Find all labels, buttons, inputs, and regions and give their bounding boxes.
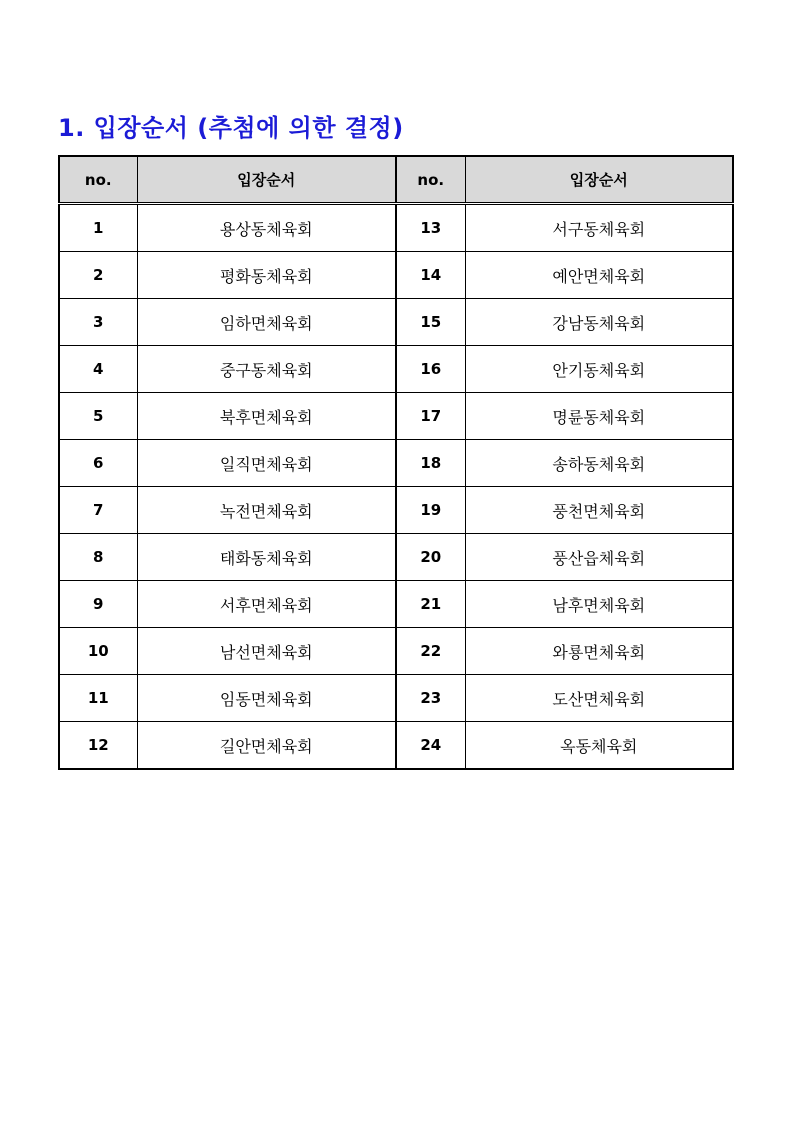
cell-no-left: 1 (59, 204, 137, 252)
cell-no-left: 6 (59, 440, 137, 487)
cell-name-left: 태화동체육회 (137, 534, 396, 581)
table-body (59, 204, 733, 770)
cell-name-right: 풍천면체육회 (465, 487, 733, 534)
cell-no-right: 14 (396, 252, 465, 299)
cell-no-right: 13 (396, 204, 465, 252)
entrance-order-table (58, 155, 734, 770)
table-row (59, 252, 733, 299)
cell-name-right: 예안면체육회 (465, 252, 733, 299)
table-row (59, 628, 733, 675)
cell-name-left: 중구동체육회 (137, 346, 396, 393)
cell-no-right: 20 (396, 534, 465, 581)
cell-no-left: 9 (59, 581, 137, 628)
cell-no-right: 16 (396, 346, 465, 393)
cell-no-left: 10 (59, 628, 137, 675)
cell-no-left: 12 (59, 722, 137, 770)
cell-no-right: 22 (396, 628, 465, 675)
cell-name-left: 일직면체육회 (137, 440, 396, 487)
cell-name-right: 송하동체육회 (465, 440, 733, 487)
cell-name-left: 임동면체육회 (137, 675, 396, 722)
cell-no-right: 19 (396, 487, 465, 534)
header-order-left: 입장순서 (137, 156, 396, 204)
cell-name-left: 임하면체육회 (137, 299, 396, 346)
cell-no-right: 15 (396, 299, 465, 346)
table-row (59, 204, 733, 252)
cell-name-left: 평화동체육회 (137, 252, 396, 299)
table-header (59, 156, 733, 204)
table-row (59, 393, 733, 440)
cell-name-left: 길안면체육회 (137, 722, 396, 770)
cell-name-left: 용상동체육회 (137, 204, 396, 252)
table-row (59, 440, 733, 487)
cell-no-left: 4 (59, 346, 137, 393)
cell-name-right: 와룡면체육회 (465, 628, 733, 675)
cell-name-right: 남후면체육회 (465, 581, 733, 628)
table-row (59, 346, 733, 393)
cell-name-left: 남선면체육회 (137, 628, 396, 675)
cell-no-left: 11 (59, 675, 137, 722)
table-row (59, 534, 733, 581)
cell-name-left: 북후면체육회 (137, 393, 396, 440)
table-row (59, 722, 733, 770)
cell-no-right: 21 (396, 581, 465, 628)
header-order-right: 입장순서 (465, 156, 733, 204)
cell-name-left: 녹전면체육회 (137, 487, 396, 534)
cell-no-right: 24 (396, 722, 465, 770)
cell-name-right: 도산면체육회 (465, 675, 733, 722)
cell-name-right: 강남동체육회 (465, 299, 733, 346)
header-row (59, 156, 733, 204)
cell-name-right: 서구동체육회 (465, 204, 733, 252)
header-no-right: no. (396, 156, 465, 204)
table-row (59, 299, 733, 346)
cell-no-left: 3 (59, 299, 137, 346)
cell-name-right: 명륜동체육회 (465, 393, 733, 440)
cell-no-left: 5 (59, 393, 137, 440)
table-row (59, 487, 733, 534)
cell-no-right: 23 (396, 675, 465, 722)
cell-no-left: 8 (59, 534, 137, 581)
cell-name-left: 서후면체육회 (137, 581, 396, 628)
cell-name-right: 안기동체육회 (465, 346, 733, 393)
cell-no-right: 17 (396, 393, 465, 440)
table-row (59, 581, 733, 628)
cell-no-right: 18 (396, 440, 465, 487)
cell-no-left: 2 (59, 252, 137, 299)
cell-no-left: 7 (59, 487, 137, 534)
header-no-left: no. (59, 156, 137, 204)
table-row (59, 675, 733, 722)
cell-name-right: 옥동체육회 (465, 722, 733, 770)
cell-name-right: 풍산읍체육회 (465, 534, 733, 581)
page-title: 1. 입장순서 (추첨에 의한 결정) (58, 114, 404, 142)
